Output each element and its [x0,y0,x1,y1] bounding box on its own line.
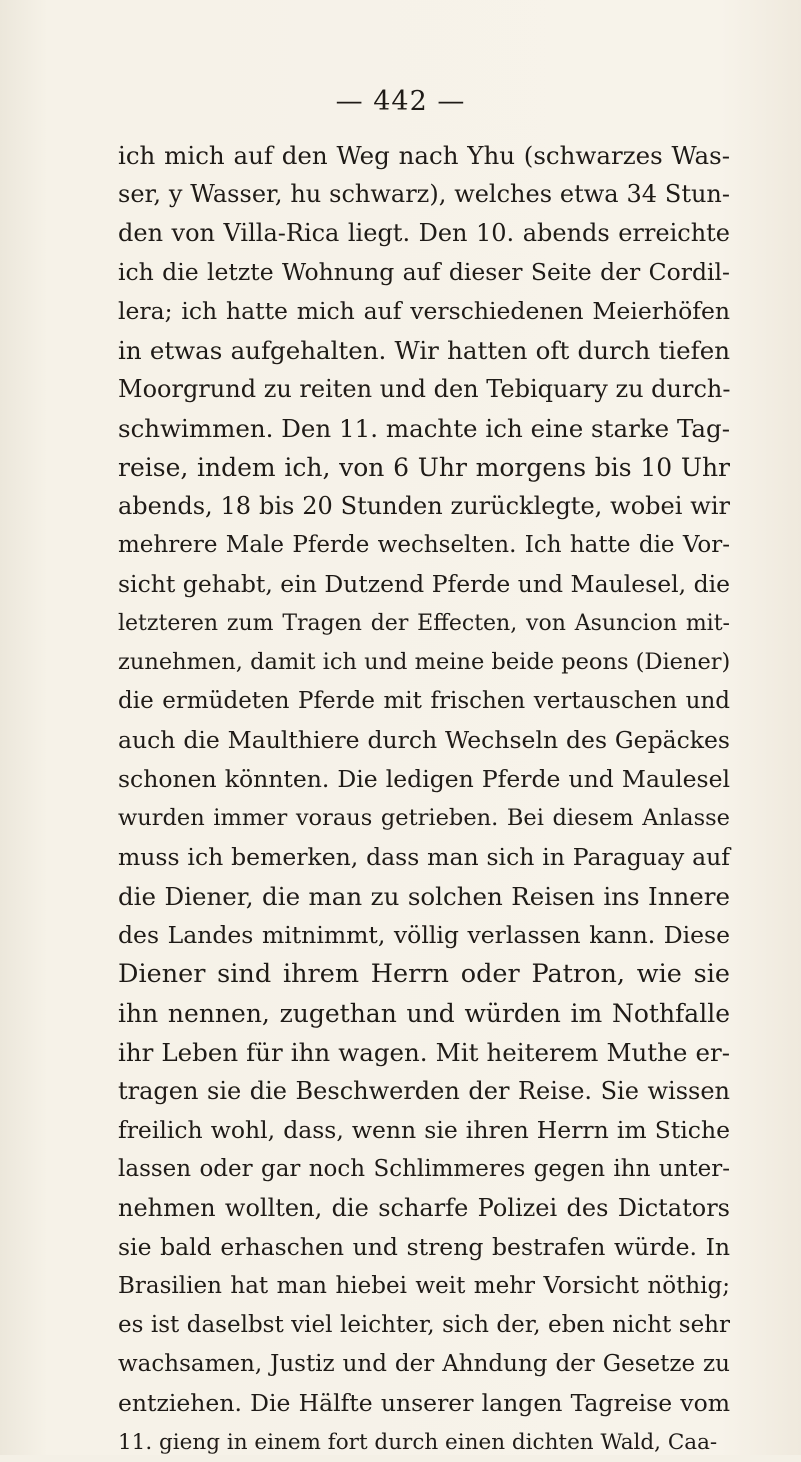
text-line: sie bald erhaschen und streng bestrafen würde. In [118,1233,730,1261]
text-line: Diener sind ihrem Herrn oder Patron, wie sie [118,959,730,989]
text-line: in etwas aufgehalten. Wir hatten oft durch tiefen [118,336,730,365]
text-line: Brasilien hat man hiebei weit mehr Vorsicht nöthig; [118,1273,730,1299]
text-line: lassen oder gar noch Schlimmeres gegen ihn unter- [118,1156,730,1182]
text-line: muss ich bemerken, dass man sich in Paraguay auf [118,843,730,871]
text-line: freilich wohl, dass, wenn sie ihren Herrn im Stiche [118,1116,730,1144]
text-line: wurden immer voraus getrieben. Bei diesem Anlasse [118,805,730,831]
text-line: des Landes mitnimmt, völlig verlassen kann. Diese [118,921,730,949]
text-line: Moorgrund zu reiten und den Tebiquary zu durch- [118,375,731,403]
text-line: es ist daselbst viel leichter, sich der, eben nicht sehr [118,1312,730,1338]
text-line: sicht gehabt, ein Dutzend Pferde und Maulesel, die [118,570,731,598]
text-line: lera; ich hatte mich auf verschiedenen Meierhöfen [118,297,730,325]
text-line: abends, 18 bis 20 Stunden zurücklegte, wobei wir [118,492,730,520]
text-line: die Diener, die man zu solchen Reisen ins Innere [118,882,730,911]
text-line: ihn nennen, zugethan und würden im Nothfalle [118,999,730,1028]
text-line: zunehmen, damit ich und meine beide peons (Diener) [118,649,731,675]
text-line: nehmen wollten, die scharfe Polizei des Dictators [118,1194,730,1222]
text-line: mehrere Male Pferde wechselten. Ich hatte die Vor- [118,532,730,558]
text-line: ich die letzte Wohnung auf dieser Seite der Cordil- [118,258,730,286]
text-line: wachsamen, Justiz und der Ahndung der Gesetze zu [118,1351,730,1377]
text-line: den von Villa-Rica liegt. Den 10. abends erreichte [118,219,730,247]
text-line: letzteren zum Tragen der Effecten, von Asuncion mit- [118,611,730,636]
body-text [118,136,730,1462]
text-line: schwimmen. Den 11. machte ich eine starke Tag- [118,414,730,443]
text-line: tragen sie die Beschwerden der Reise. Sie wissen [118,1077,730,1105]
text-line: ihr Leben für ihn wagen. Mit heiterem Muthe er- [118,1038,730,1067]
text-line: ich mich auf den Weg nach Yhu (schwarzes Was- [118,141,730,170]
text-line: ser, y Wasser, hu schwarz), welches etwa 34 Stun- [118,180,730,208]
text-line: 11. gieng in einem fort durch einen dichten Wald, Caa- [118,1430,718,1455]
text-line: schonen könnten. Die ledigen Pferde und Maulesel [118,765,730,793]
page-number-header: — 442 — [335,86,466,117]
text-line: die ermüdeten Pferde mit frischen vertauschen und [118,688,730,714]
text-line: reise, indem ich, von 6 Uhr morgens bis 10 Uhr [118,453,730,482]
text-line: entziehen. Die Hälfte unserer langen Tagreise vom [118,1389,730,1417]
text-line: auch die Maulthiere durch Wechseln des Gepäckes [118,726,730,754]
